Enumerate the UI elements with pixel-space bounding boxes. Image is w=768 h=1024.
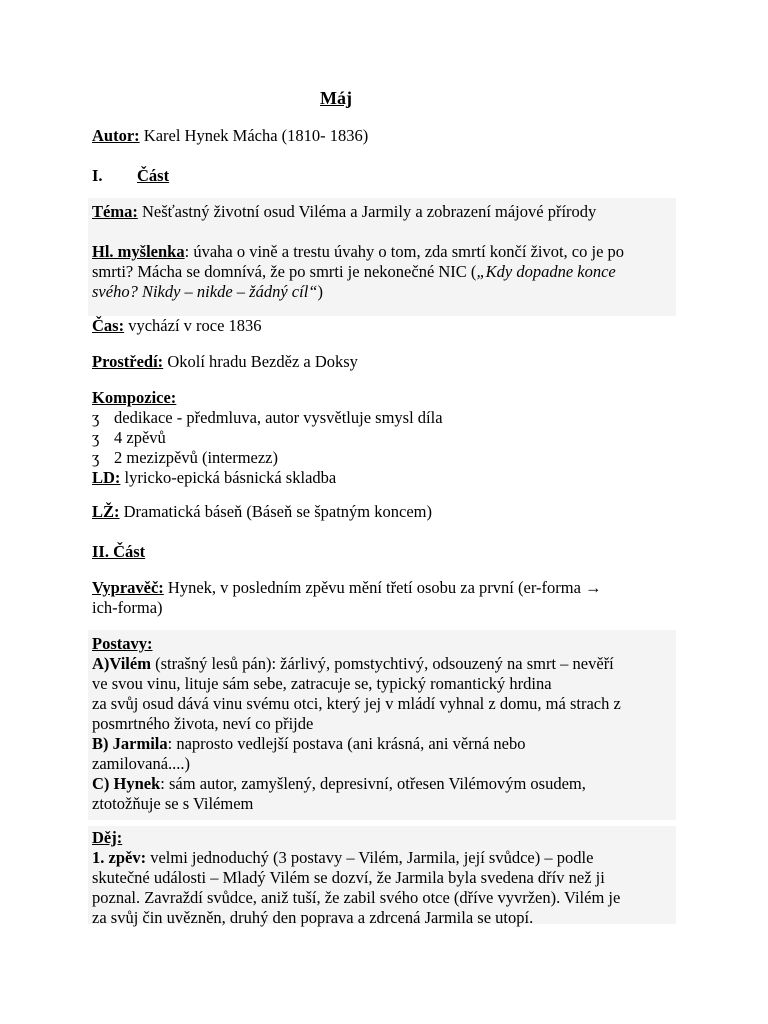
dej-line4: za svůj čin uvězněn, druhý den poprava a zdrcená Jarmila se utopí. [92, 908, 534, 927]
cas-line [92, 316, 682, 336]
dej-line2: skutečné události – Mladý Vilém se dozví, že Jarmila byla svedena dřív než ji [92, 868, 605, 887]
dej-line3: poznal. Zavraždí svůdce, aniž tuší, že zabil svého otce (dříve vyvržen). Vilém je [92, 888, 621, 907]
myslenka-label: Hl. myšlenka [92, 242, 185, 261]
tema-line [92, 202, 682, 222]
bullet-icon: ʒ [92, 408, 100, 427]
vypravec-block [92, 578, 682, 618]
dej-label: Děj: [92, 828, 123, 847]
myslenka-line2: smrti? Mácha se domnívá, že po smrti je nekonečné NIC ( [92, 262, 477, 281]
hynek-line2: ztotožňuje se s Vilémem [92, 794, 254, 813]
lz-text: Dramatická báseň (Báseň se špatným koncem) [119, 502, 432, 521]
kompozice-item-text: dedikace - předmluva, autor vysvětluje smysl díla [114, 408, 443, 427]
kompozice-label: Kompozice: [92, 388, 177, 407]
myslenka-line1: : úvaha o vině a trestu úvahy o tom, zda smrtí končí život, co je po [184, 242, 625, 261]
myslenka-quote1: „Kdy dopadne konce [476, 262, 616, 281]
hynek-name: C) Hynek [92, 774, 161, 793]
kompozice-item-text: 4 zpěvů [114, 428, 166, 447]
lz-label: LŽ: [92, 502, 120, 521]
part2-label: II. Část [92, 542, 146, 561]
postavy-label: Postavy: [92, 634, 153, 653]
tema-label: Téma: [92, 202, 138, 221]
vilem-line3: za svůj osud dává vinu svému otci, který jej v mládí vyhnal z domu, má strach z [92, 694, 621, 713]
author-line [92, 126, 682, 146]
ld-text: lyricko-epická básnická skladba [120, 468, 337, 487]
part1-number: I. [92, 166, 103, 185]
kompozice-item [92, 448, 682, 468]
vypravec-line2: ich-forma) [92, 598, 163, 617]
cas-label: Čas: [92, 316, 125, 335]
myslenka-block [92, 242, 682, 302]
myslenka-quote2: svého? Nikdy – nikde – žádný cíl“ [92, 282, 318, 301]
kompozice-item [92, 428, 682, 448]
jarmila-name: B) Jarmila [92, 734, 168, 753]
cas-text: vychází v roce 1836 [124, 316, 262, 335]
myslenka-close: ) [317, 282, 323, 301]
document-title: Máj [320, 88, 352, 108]
author-text: Karel Hynek Mácha (1810- 1836) [139, 126, 369, 145]
kompozice-item [92, 408, 682, 428]
hynek-line1: : sám autor, zamyšlený, depresivní, otřesen Vilémovým osudem, [160, 774, 586, 793]
vilem-line4: posmrtného života, neví co přijde [92, 714, 314, 733]
prostredi-label: Prostředí: [92, 352, 164, 371]
lz-line [92, 502, 682, 522]
dej-line1: velmi jednoduchý (3 postavy – Vilém, Jarmila, její svůdce) – podle [146, 848, 594, 867]
part2-heading [92, 542, 682, 562]
postavy-block [92, 634, 682, 814]
ld-label: LD: [92, 468, 121, 487]
part1-heading [92, 166, 682, 186]
jarmila-line2: zamilovaná....) [92, 754, 191, 773]
vypravec-line1: Hynek, v posledním zpěvu mění třetí osobu za první (er-forma → [163, 578, 602, 597]
vilem-line1: (strašný lesů pán): žárlivý, pomstychtivý, odsouzený na smrt – nevěří [150, 654, 614, 673]
part1-label: Část [137, 166, 170, 185]
bullet-icon: ʒ [92, 428, 100, 447]
jarmila-line1: : naprosto vedlejší postava (ani krásná, ani věrná nebo [167, 734, 526, 753]
zpev-label: 1. zpěv: [92, 848, 147, 867]
dej-block [92, 828, 682, 928]
kompozice-item-text: 2 mezizpěvů (intermezz) [114, 448, 278, 467]
vypravec-label: Vypravěč: [92, 578, 164, 597]
prostredi-line [92, 352, 682, 372]
author-label: Autor: [92, 126, 140, 145]
vilem-line2: ve svou vinu, lituje sám sebe, zatracuje se, typický romantický hrdina [92, 674, 552, 693]
kompozice-block [92, 388, 682, 488]
tema-text: Nešťastný životní osud Viléma a Jarmily a zobrazení májové přírody [137, 202, 597, 221]
prostredi-text: Okolí hradu Bezděz a Doksy [163, 352, 358, 371]
bullet-icon: ʒ [92, 448, 100, 467]
vilem-name: A)Vilém [92, 654, 151, 673]
